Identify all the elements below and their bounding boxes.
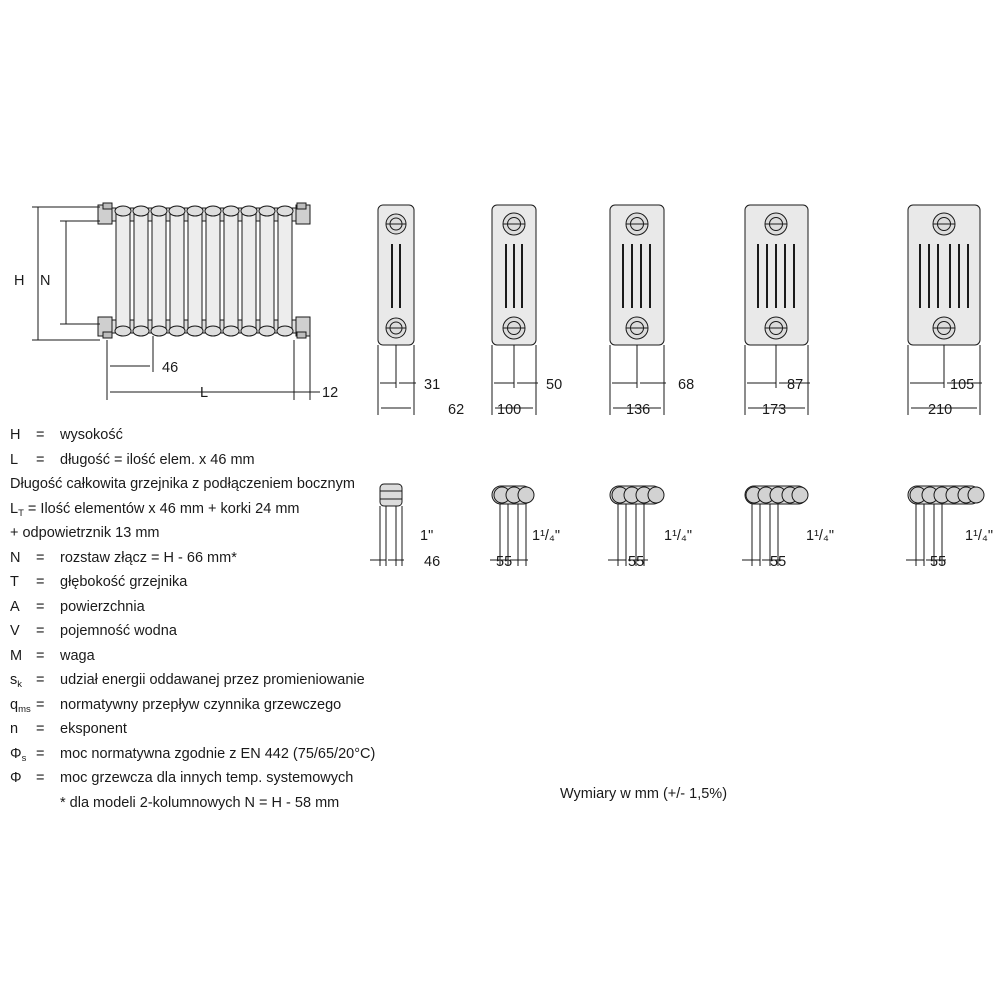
label-c5-thread: 1¹/₄" <box>965 528 993 544</box>
legend-lt-subscript: T <box>18 507 24 519</box>
legend-equals: = <box>36 696 45 713</box>
legend-row <box>10 722 480 737</box>
legend-equals: = <box>36 721 45 737</box>
label-c1-thread: 1" <box>420 528 434 544</box>
legend-lt-symbol: L <box>10 500 19 517</box>
section-view-4 <box>745 205 808 345</box>
legend-equals: = <box>36 770 45 786</box>
legend-symbol <box>10 747 36 762</box>
section-view-2 <box>492 205 536 345</box>
legend-definition: moc grzewcza dla innych temp. systemowych <box>60 770 354 786</box>
legend-definition: pojemność wodna <box>60 623 177 639</box>
legend-note-vent: + odpowietrznik 13 mm <box>10 525 160 541</box>
label-s5-outer: 210 <box>928 402 953 418</box>
legend-note-total-length: Długość całkowita grzejnika z podłączeniem bocznym <box>10 476 355 492</box>
label-c5-spacing: 55 <box>930 554 947 570</box>
legend-equals: = <box>36 451 45 468</box>
legend-equals: = <box>36 672 45 688</box>
legend-equals: = <box>36 647 45 664</box>
label-c1-spacing: 46 <box>424 554 441 570</box>
legend-definition: wysokość <box>60 427 123 443</box>
legend-row <box>10 673 480 688</box>
legend-row <box>10 771 480 786</box>
label-dim-46: 46 <box>162 360 179 376</box>
legend-symbol <box>10 771 36 786</box>
dimension-N <box>60 221 100 324</box>
legend-row <box>10 649 480 664</box>
legend-symbol <box>10 722 36 737</box>
legend-definition: długość = ilość elem. x 46 mm <box>60 451 255 468</box>
legend-definition: udział energii oddawanej przez promieniowanie <box>60 672 365 688</box>
legend-symbol-sub: ms <box>18 703 31 715</box>
section-view-5 <box>908 205 980 345</box>
label-c3-thread: 1¹/₄" <box>664 528 692 544</box>
legend-symbol-base: s <box>10 672 18 688</box>
legend-row <box>10 551 480 566</box>
label-s1-inner: 31 <box>424 377 441 393</box>
label-N: N <box>40 273 51 289</box>
front-view-radiator <box>98 203 310 338</box>
legend-symbol: V <box>10 623 20 639</box>
legend-symbol-base: Φ <box>10 745 22 762</box>
legend-row <box>10 624 480 639</box>
label-s2-outer: 100 <box>497 402 522 418</box>
label-c3-spacing: 55 <box>628 554 645 570</box>
legend-block <box>10 428 480 820</box>
legend-equals: = <box>36 549 45 566</box>
label-c4-thread: 1¹/₄" <box>806 528 834 544</box>
label-H: H <box>14 273 25 289</box>
legend-equals: = <box>36 623 45 639</box>
legend-symbol-base: n <box>10 721 19 737</box>
label-s2-inner: 50 <box>546 377 563 393</box>
label-s5-inner: 105 <box>950 377 975 393</box>
label-c4-spacing: 55 <box>770 554 787 570</box>
legend-lt-rest: = Ilość elementów x 46 mm + korki 24 mm <box>23 500 300 517</box>
label-c2-spacing: 55 <box>496 554 513 570</box>
section-view-1 <box>378 205 414 345</box>
legend-definition: waga <box>60 647 95 664</box>
legend-definition: eksponent <box>60 721 127 737</box>
legend-row <box>10 575 480 590</box>
legend-symbol-sub: s <box>21 752 27 764</box>
legend-row <box>10 600 480 615</box>
legend-footnote: * dla modeli 2-kolumnowych N = H - 58 mm <box>60 794 340 811</box>
label-s4-inner: 87 <box>787 377 804 393</box>
label-L: L <box>200 385 209 401</box>
legend-symbol-base: Φ <box>10 770 22 786</box>
label-s3-inner: 68 <box>678 377 695 393</box>
legend-symbol-base: q <box>10 696 19 713</box>
legend-definition: powierzchnia <box>60 598 145 615</box>
label-s1-outer: 62 <box>448 402 465 418</box>
legend-symbol: N <box>10 549 21 566</box>
legend-symbol <box>10 698 36 713</box>
legend-equals: = <box>36 574 45 590</box>
legend-row <box>10 428 480 443</box>
legend-symbol: A <box>10 598 20 615</box>
label-dim-12: 12 <box>322 385 339 401</box>
legend-definition: głębokość grzejnika <box>60 574 188 590</box>
label-c2-thread: 1¹/₄" <box>532 528 560 544</box>
legend-equals: = <box>36 745 45 762</box>
legend-equals: = <box>36 427 45 443</box>
legend-row <box>10 698 480 713</box>
legend-row <box>10 747 480 762</box>
legend-symbol: T <box>10 574 19 590</box>
legend-symbol-sub: k <box>17 679 22 690</box>
legend-definition: normatywny przepływ czynnika grzewczego <box>60 696 342 713</box>
legend-symbol: H <box>10 427 21 443</box>
legend-definition: moc normatywna zgodnie z EN 442 (75/65/20°C) <box>60 745 376 762</box>
legend-symbol: M <box>10 647 23 664</box>
section-view-3 <box>610 205 664 345</box>
label-s4-outer: 173 <box>762 402 787 418</box>
dimensions-note: Wymiary w mm (+/- 1,5%) <box>560 786 728 802</box>
legend-symbol <box>10 673 36 688</box>
legend-note-lt <box>10 502 480 517</box>
legend-definition: rozstaw złącz = H - 66 mm* <box>60 549 237 566</box>
label-s3-outer: 136 <box>626 402 651 418</box>
legend-row <box>10 453 480 468</box>
legend-symbol: L <box>10 451 19 468</box>
legend-equals: = <box>36 598 45 615</box>
